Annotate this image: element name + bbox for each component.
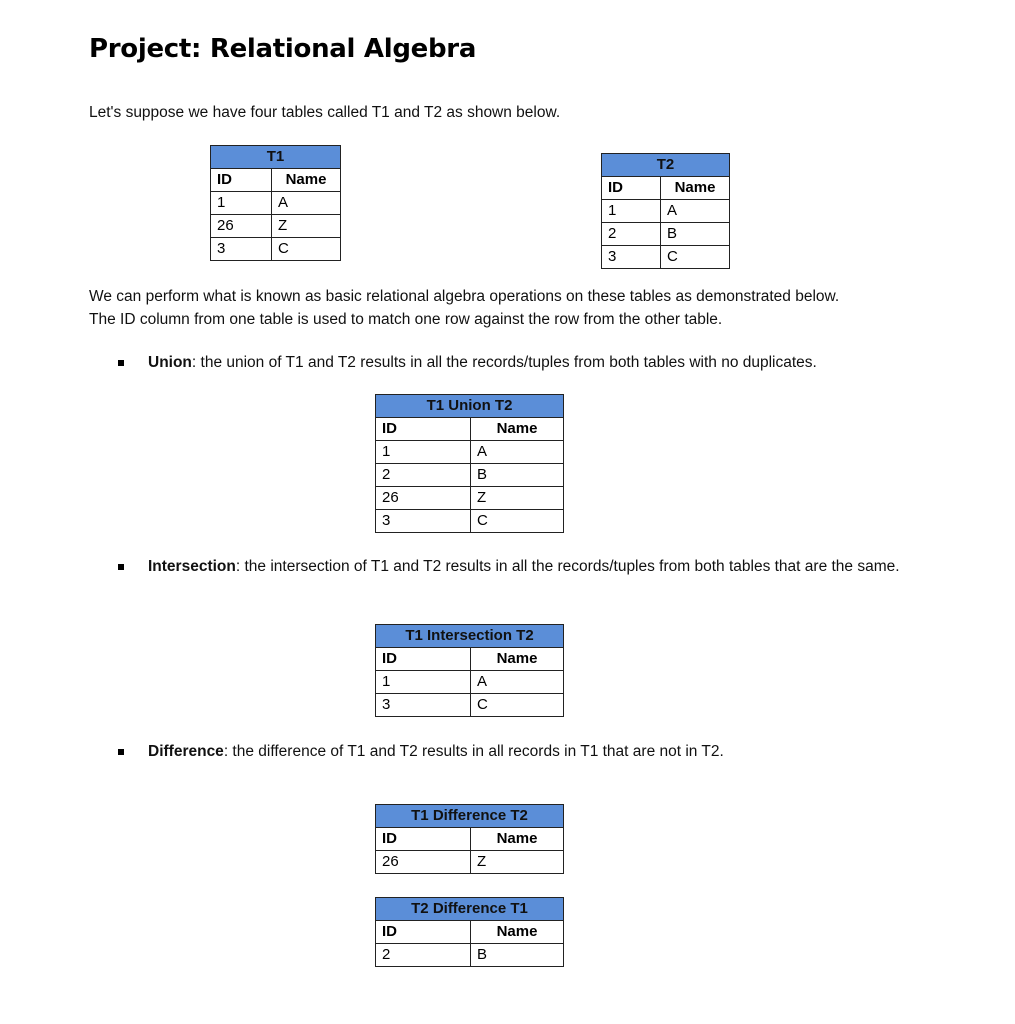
table-caption: T1 Difference T2 (376, 805, 564, 828)
bullet-term: Union (148, 354, 192, 371)
cell-id: 3 (376, 694, 471, 717)
cell-name: B (471, 464, 564, 487)
bullet-icon (118, 564, 124, 570)
table-row (602, 246, 730, 269)
cell-name: C (471, 694, 564, 717)
bullet-description: : the union of T1 and T2 results in all the records/tuples from both tables with no duplicates. (191, 354, 817, 371)
cell-id: 26 (211, 215, 272, 238)
cell-id: 1 (376, 441, 471, 464)
cell-name: A (471, 671, 564, 694)
table-row (376, 510, 564, 533)
table-row (376, 694, 564, 717)
table-row (602, 200, 730, 223)
table-row (376, 487, 564, 510)
table-caption: T1 (211, 146, 341, 169)
table-caption: T2 Difference T1 (376, 898, 564, 921)
cell-id: 26 (376, 851, 471, 874)
cell-name: B (471, 944, 564, 967)
column-header-name: Name (471, 828, 564, 851)
bullet-union (148, 349, 938, 376)
bullet-difference (148, 738, 938, 765)
column-header-id: ID (376, 418, 471, 441)
cell-id: 1 (211, 192, 272, 215)
explanation-line-2: The ID column from one table is used to match one row against the row from the other table. (89, 311, 723, 328)
table-diff-t2-t1 (375, 897, 564, 967)
table-row (211, 192, 341, 215)
table-caption: T2 (602, 154, 730, 177)
page-title: Project: Relational Algebra (89, 34, 477, 64)
bullet-term: Difference (148, 743, 224, 760)
cell-name: B (661, 223, 730, 246)
cell-name: Z (471, 851, 564, 874)
cell-name: C (272, 238, 341, 261)
cell-id: 1 (376, 671, 471, 694)
column-header-name: Name (471, 648, 564, 671)
cell-id: 3 (602, 246, 661, 269)
table-caption: T1 Intersection T2 (376, 625, 564, 648)
table-caption: T1 Union T2 (376, 395, 564, 418)
cell-id: 2 (376, 464, 471, 487)
bullet-term: Intersection (148, 558, 236, 575)
column-header-id: ID (376, 921, 471, 944)
bullet-intersection (148, 553, 938, 580)
bullet-description: : the intersection of T1 and T2 results in all the records/tuples from both tables that are the same. (235, 558, 900, 575)
cell-name: C (471, 510, 564, 533)
cell-name: Z (272, 215, 341, 238)
column-header-name: Name (661, 177, 730, 200)
cell-name: Z (471, 487, 564, 510)
column-header-id: ID (376, 648, 471, 671)
explanation-line-1: We can perform what is known as basic relational algebra operations on these tables as demonstrated below. (89, 288, 840, 305)
cell-id: 1 (602, 200, 661, 223)
bullet-icon (118, 749, 124, 755)
column-header-id: ID (602, 177, 661, 200)
cell-name: C (661, 246, 730, 269)
cell-name: A (661, 200, 730, 223)
bullet-icon (118, 360, 124, 366)
cell-name: A (471, 441, 564, 464)
column-header-id: ID (376, 828, 471, 851)
cell-id: 3 (211, 238, 272, 261)
table-row (376, 671, 564, 694)
column-header-name: Name (471, 921, 564, 944)
cell-name: A (272, 192, 341, 215)
column-header-name: Name (471, 418, 564, 441)
table-row (376, 441, 564, 464)
table-row (602, 223, 730, 246)
table-row (376, 851, 564, 874)
table-row (211, 238, 341, 261)
cell-id: 3 (376, 510, 471, 533)
table-intersection (375, 624, 564, 717)
table-t2 (601, 153, 730, 269)
cell-id: 26 (376, 487, 471, 510)
table-union (375, 394, 564, 533)
bullet-description: : the difference of T1 and T2 results in all records in T1 that are not in T2. (223, 743, 724, 760)
column-header-id: ID (211, 169, 272, 192)
table-row (376, 464, 564, 487)
cell-id: 2 (602, 223, 661, 246)
intro-paragraph: Let's suppose we have four tables called T1 and T2 as shown below. (89, 104, 561, 121)
table-t1 (210, 145, 341, 261)
table-row (211, 215, 341, 238)
column-header-name: Name (272, 169, 341, 192)
cell-id: 2 (376, 944, 471, 967)
table-diff-t1-t2 (375, 804, 564, 874)
table-row (376, 944, 564, 967)
